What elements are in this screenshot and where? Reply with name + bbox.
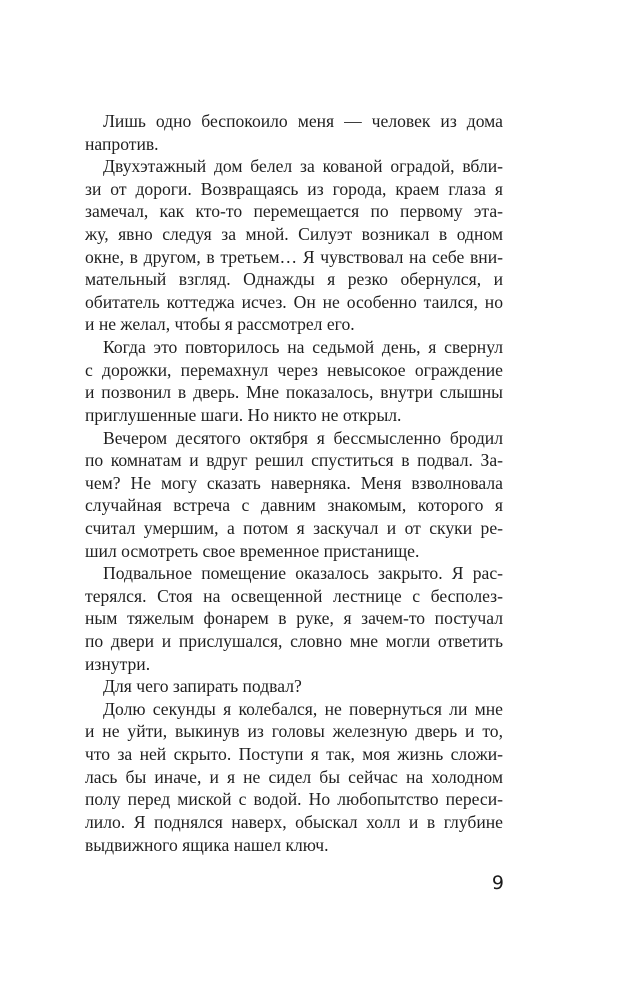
page-number: 9 — [491, 872, 504, 894]
paragraph — [85, 336, 503, 426]
text-line: жу, явно следуя за мной. Силуэт возникал в одном — [85, 224, 503, 245]
text-line: лась бы иначе, и я не сидел бы сейчас на холодном — [85, 766, 503, 787]
text-line: окне, в другом, в третьем… Я чувствовал на себе вни- — [85, 246, 503, 267]
text-line: полу перед миской с водой. Но любопытство переси- — [85, 789, 503, 810]
text-line: Подвальное помещение оказалось закрыто. Я рас- — [103, 563, 503, 584]
text-line: зи от дороги. Возвращаясь из города, краем глаза я — [85, 178, 503, 199]
text-line: замечал, как кто-то перемещается по первому эта- — [85, 201, 503, 222]
body-text — [85, 110, 503, 856]
text-line: что за ней скрыто. Поступи я так, моя жизнь сложи- — [85, 744, 503, 765]
text-line: лило. Я поднялся наверх, обыскал холл и в глубине — [85, 811, 503, 832]
text-line: считал умершим, а потом я заскучал и от скуки ре- — [85, 517, 503, 538]
paragraph — [85, 110, 503, 155]
text-line: Вечером десятого октября я бессмысленно бродил — [103, 427, 503, 448]
text-line: и не уйти, выкинув из головы железную дверь и то, — [85, 721, 503, 742]
text-line: обитатель коттеджа исчез. Он не особенно таился, но — [85, 291, 503, 312]
text-line: Долю секунды я колебался, не повернуться ли мне — [103, 698, 503, 719]
text-line: приглушенные шаги. Но никто не открыл. — [85, 404, 402, 425]
text-line: выдвижного ящика нашел ключ. — [85, 834, 329, 855]
paragraph — [85, 155, 503, 336]
text-line: по двери и прислушался, словно мне могли ответить — [85, 631, 503, 652]
paragraph — [85, 698, 503, 856]
paragraph — [85, 427, 503, 563]
text-line: чем? Не могу сказать наверняка. Меня взволновала — [85, 472, 503, 493]
text-line: с дорожки, перемахнул через невысокое ограждение — [85, 359, 503, 380]
text-line: терялся. Стоя на освещенной лестнице с бесполез- — [85, 585, 503, 606]
text-line: шил осмотреть свое временное пристанище. — [85, 540, 420, 561]
text-line: Когда это повторилось на седьмой день, я свернул — [103, 337, 503, 358]
text-line: Для чего запирать подвал? — [103, 676, 302, 697]
text-line: по комнатам и вдруг решил спуститься в подвал. За- — [85, 450, 503, 471]
text-line: изнутри. — [85, 653, 151, 674]
text-line: ным тяжелым фонарем в руке, я зачем-то постучал — [85, 608, 503, 629]
text-line: и позвонил в дверь. Мне показалось, внутри слышны — [85, 382, 503, 403]
text-line: напротив. — [85, 133, 159, 154]
paragraph — [85, 562, 503, 675]
text-line: и не желал, чтобы я рассмотрел его. — [85, 314, 355, 335]
text-line: случайная встреча с давним знакомым, которого я — [85, 495, 503, 516]
text-line: Двухэтажный дом белел за кованой оградой, вбли- — [103, 156, 503, 177]
text-line: Лишь одно беспокоило меня — человек из дома — [103, 111, 503, 131]
paragraph — [85, 675, 503, 698]
text-line: мательный взгляд. Однажды я резко обернулся, и — [85, 269, 503, 290]
